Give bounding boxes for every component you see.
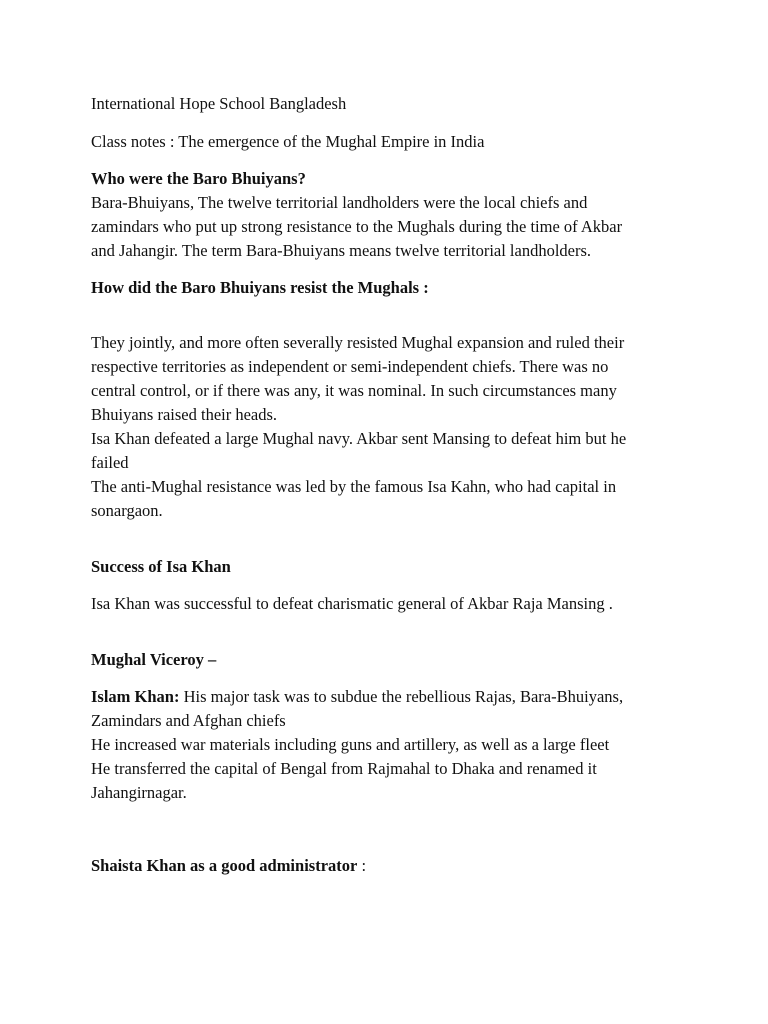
paragraph-line: He transferred the capital of Bengal from Rajmahal to Dhaka and renamed it: [91, 759, 597, 778]
paragraph-line: Isa Khan defeated a large Mughal navy. Akbar sent Mansing to defeat him but he: [91, 429, 627, 448]
paragraph-line: failed: [91, 453, 129, 472]
paragraph-line: Zamindars and Afghan chiefs: [91, 711, 286, 730]
heading-mughal-viceroy: [91, 648, 216, 672]
heading-suffix: :: [357, 856, 367, 875]
paragraph-line: sonargaon.: [91, 501, 163, 520]
paragraph-line: Jahangirnagar.: [91, 783, 187, 802]
paragraph-line: respective territories as independent or semi-independent chiefs. There was no: [91, 357, 609, 376]
heading-how-resist: [91, 276, 429, 300]
islam-khan-text: His major task was to subdue the rebellious Rajas, Bara-Bhuiyans,: [179, 687, 624, 706]
heading-text: Who were the Baro Bhuiyans?: [91, 169, 306, 188]
paragraph-line-islam-khan: [91, 685, 623, 709]
heading-who-were-baro-bhuiyans: [91, 167, 306, 191]
heading-success-isa-khan: [91, 555, 231, 579]
paragraph-line: The anti-Mughal resistance was led by the famous Isa Kahn, who had capital in: [91, 477, 617, 496]
heading-text: Mughal Viceroy –: [91, 650, 217, 669]
paragraph-line: zamindars who put up strong resistance to the Mughals during the time of Akbar: [91, 217, 623, 236]
heading-text: How did the Baro Bhuiyans resist the Mughals :: [91, 278, 429, 297]
heading-shaista-khan: [91, 854, 366, 878]
heading-text: Success of Isa Khan: [91, 557, 231, 576]
paragraph-line: central control, or if there was any, it was nominal. In such circumstances many: [91, 381, 617, 400]
paragraph-line: Isa Khan was successful to defeat charismatic general of Akbar Raja Mansing .: [91, 594, 613, 613]
paragraph-line: Bhuiyans raised their heads.: [91, 405, 278, 424]
paragraph-line: and Jahangir. The term Bara-Bhuiyans means twelve territorial landholders.: [91, 241, 592, 260]
class-notes-title: Class notes : The emergence of the Mughal Empire in India: [91, 132, 485, 151]
islam-khan-label: Islam Khan:: [91, 687, 180, 706]
heading-text: Shaista Khan as a good administrator: [91, 856, 358, 875]
paragraph-line: Bara-Bhuiyans, The twelve territorial landholders were the local chiefs and: [91, 193, 588, 212]
paragraph-line: He increased war materials including guns and artillery, as well as a large fleet: [91, 735, 610, 754]
paragraph-line: They jointly, and more often severally resisted Mughal expansion and ruled their: [91, 333, 625, 352]
school-name: International Hope School Bangladesh: [91, 94, 347, 113]
